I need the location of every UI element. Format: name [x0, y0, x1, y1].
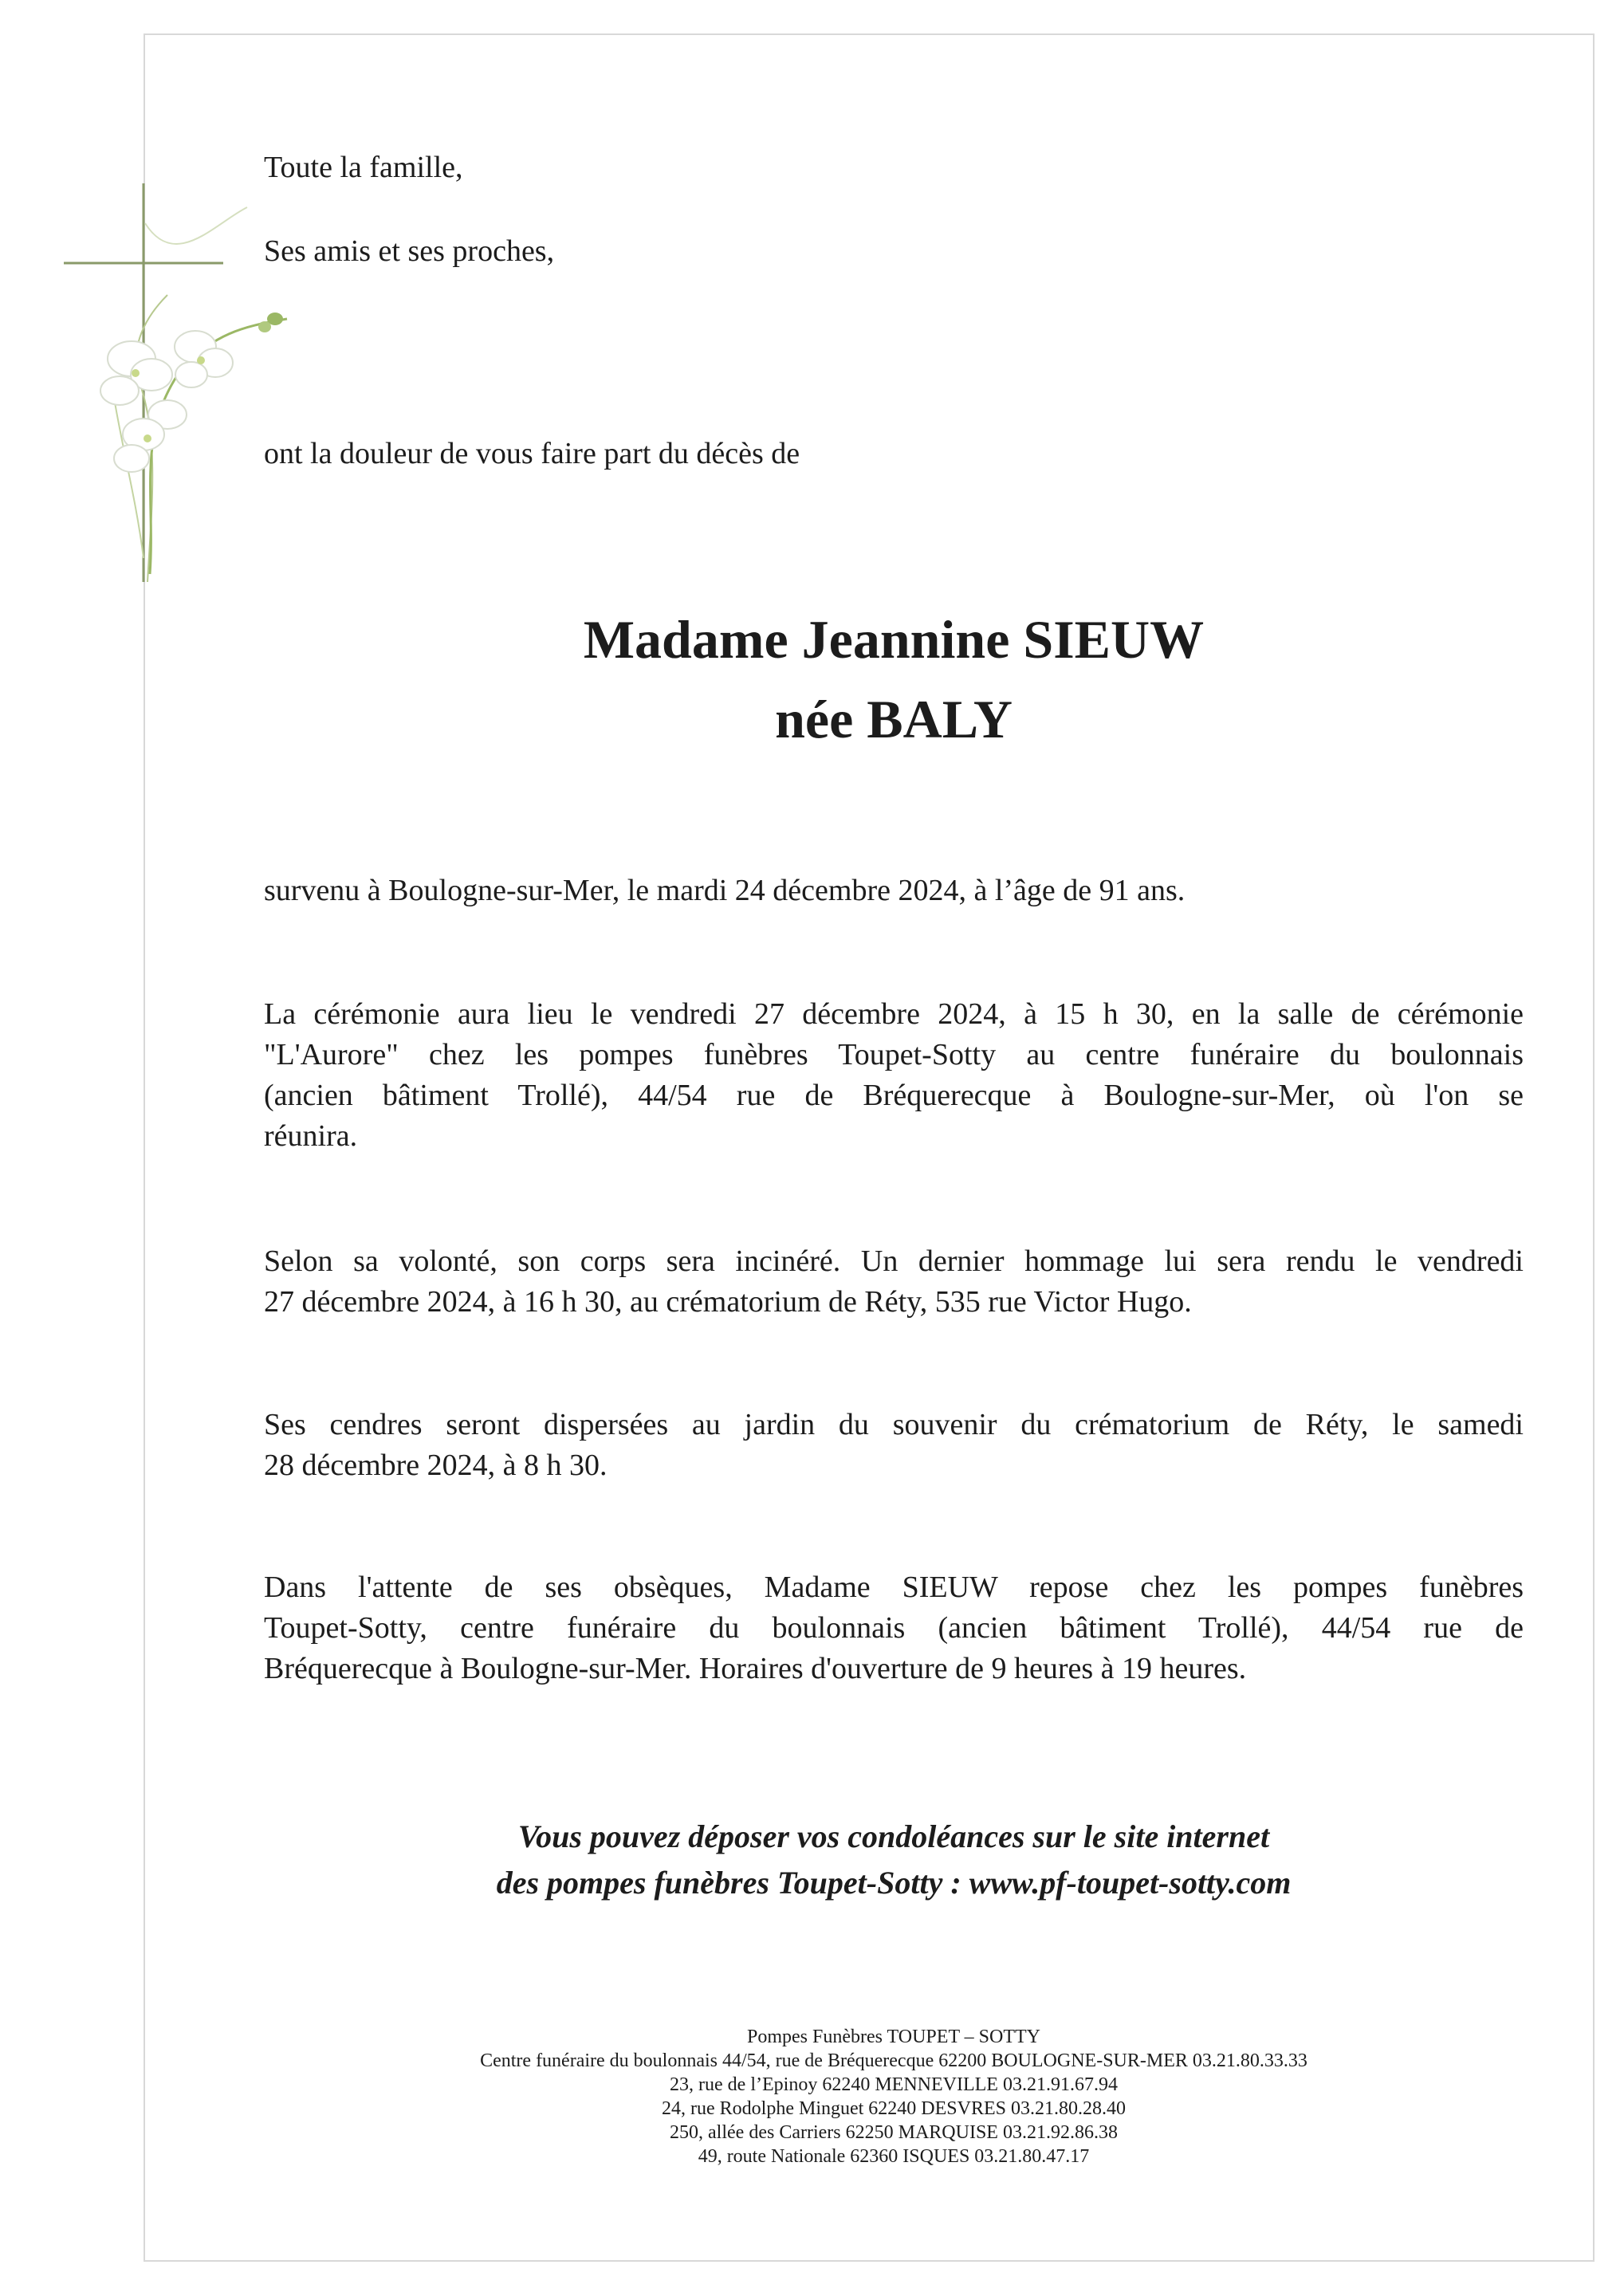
funeral-home-address: Centre funéraire du boulonnais 44/54, rue de Bréquerecque 62200 BOULOGNE-SUR-MER 03.21.80.33.33 — [480, 2050, 1307, 2071]
funeral-home-footer — [264, 2025, 1524, 2168]
family-line: Toute la famille, — [264, 151, 463, 184]
funeral-home-name: Pompes Funèbres TOUPET – SOTTY — [746, 2027, 1040, 2047]
ceremony-line: réunira. — [264, 1119, 358, 1153]
ceremony-line: La cérémonie aura lieu le vendredi 27 décembre 2024, à 15 h 30, en la salle de cérémonie — [264, 997, 1524, 1031]
cremation-line: Selon sa volonté, son corps sera incinéré. Un dernier hommage lui sera rendu le vendredi — [264, 1244, 1524, 1278]
friends-line: Ses amis et ses proches, — [264, 234, 555, 268]
funeral-home-address: 23, rue de l’Epinoy 62240 MENNEVILLE 03.21.91.67.94 — [670, 2074, 1118, 2095]
funeral-home-address: 49, route Nationale 62360 ISQUES 03.21.80.47.17 — [698, 2146, 1090, 2167]
rest-line: Bréquerecque à Boulogne-sur-Mer. Horaires d'ouverture de 9 heures à 19 heures. — [264, 1652, 1247, 1685]
rest-line: Toupet-Sotty, centre funéraire du boulonnais (ancien bâtiment Trollé), 44/54 rue de — [264, 1611, 1524, 1645]
condolences-note — [264, 1814, 1524, 1906]
condolences-line: Vous pouvez déposer vos condoléances sur le site internet — [517, 1818, 1270, 1854]
condolences-website-line: des pompes funèbres Toupet-Sotty : www.pf-toupet-sotty.com — [496, 1865, 1292, 1901]
rest-line: Dans l'attente de ses obsèques, Madame SIEUW repose chez les pompes funèbres — [264, 1571, 1524, 1604]
deceased-name: Madame Jeannine SIEUW — [583, 609, 1205, 670]
ceremony-line: "L'Aurore" chez les pompes funèbres Toupet-Sotty au centre funéraire du boulonnais — [264, 1038, 1524, 1071]
funeral-home-address: 24, rue Rodolphe Minguet 62240 DESVRES 03.21.80.28.40 — [662, 2098, 1126, 2119]
deceased-name-block — [264, 600, 1524, 759]
ashes-line: 28 décembre 2024, à 8 h 30. — [264, 1449, 608, 1482]
ceremony-line: (ancien bâtiment Trollé), 44/54 rue de Bréquerecque à Boulogne-sur-Mer, où l'on se — [264, 1079, 1524, 1112]
rest-paragraph — [264, 1567, 1524, 1689]
funeral-home-address: 250, allée des Carriers 62250 MARQUISE 03.21.92.86.38 — [670, 2122, 1118, 2143]
ashes-line: Ses cendres seront dispersées au jardin du souvenir du crématorium de Réty, le samedi — [264, 1408, 1524, 1441]
cremation-line: 27 décembre 2024, à 16 h 30, au crématorium de Réty, 535 rue Victor Hugo. — [264, 1285, 1192, 1319]
deceased-maiden-name: née BALY — [775, 689, 1013, 749]
death-info: survenu à Boulogne-sur-Mer, le mardi 24 décembre 2024, à l’âge de 91 ans. — [264, 874, 1186, 907]
ashes-paragraph — [264, 1405, 1524, 1486]
cremation-paragraph — [264, 1241, 1524, 1323]
announcement-line: ont la douleur de vous faire part du décès de — [264, 437, 800, 470]
ceremony-paragraph — [264, 994, 1524, 1157]
